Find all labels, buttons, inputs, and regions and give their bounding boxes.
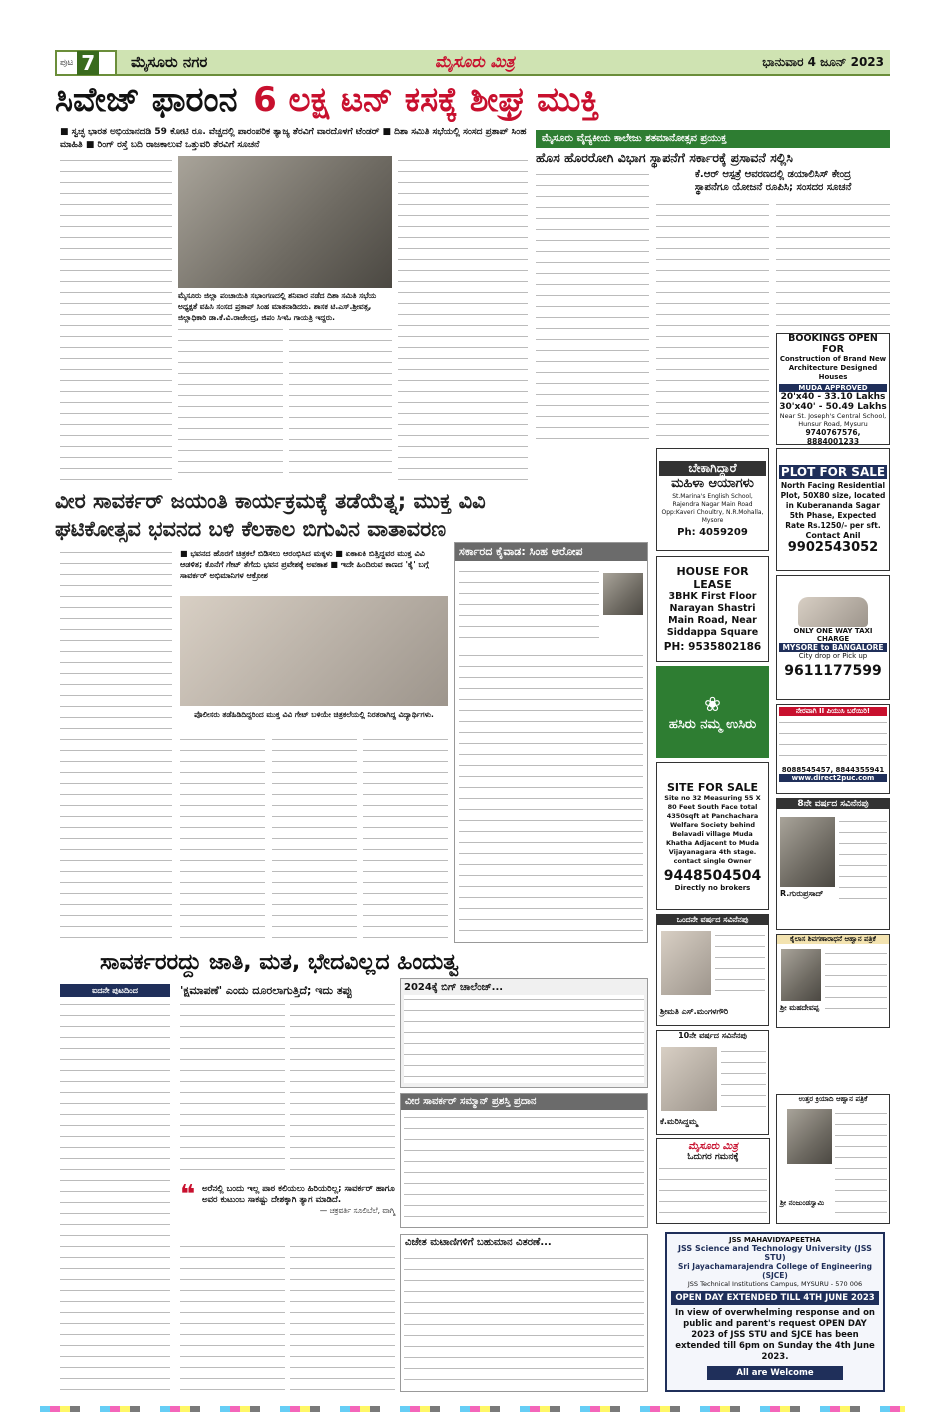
- tribute-photo: [661, 931, 711, 995]
- plot-sale-ad: PLOT FOR SALE North Facing Residential Plot, 50X80 size, located in Kuberananda Sagar 5th Phase, Expected Rate Rs.1250/- per sft. Contact Anil 9902543052: [776, 448, 890, 571]
- lead-col-3: [289, 325, 392, 481]
- hospital-subhead: ಕೆ.ಆರ್ ಆಸ್ಪತ್ರೆ ಆವರಣದಲ್ಲಿ ಡಯಾಲಿಸಿಸ್ ಕೇಂದ್ರ ಸ್ಥಾಪನೆಗೂ ಯೋಜನೆ ರೂಪಿಸಿ; ಸಂಸದರ ಸೂಚನೆ: [694, 169, 852, 193]
- feature-headline: ಸಾವರ್ಕರರದ್ದು ಜಾತಿ, ಮತ, ಭೇದವಿಲ್ಲದ ಹಿಂದುತ್ವ: [100, 950, 459, 975]
- students-painting-photo: [180, 596, 448, 706]
- page-label: ಪುಟ: [60, 58, 74, 68]
- tribute-marisiddamma: 10ನೇ ವರ್ಷದ ಸವಿನೆನಪು ಕೆ.ಮರಿಸಿದ್ದಮ್ಮ: [656, 1030, 769, 1135]
- mahila-aya-ad: ಬೇಕಾಗಿದ್ದಾರೆ ಮಹಿಳಾ ಆಯಾಗಳು St.Marina's English School, Rajendra Nagar Main Road Opp:Kaveri Choultry, N.R.Mohalla, Mysore Ph: 4059209: [656, 448, 769, 551]
- page-number: 7: [77, 51, 99, 75]
- kshama-head: 'ಕ್ಷಮಾಪಣೆ' ಎಂದು ದೂರಲಾಗುತ್ತಿದೆ; ಇದು ತಪ್ಪು: [180, 984, 353, 997]
- house-lease-ad: HOUSE FOR LEASE 3BHK First Floor Narayan Shastri Main Road, Near Siddappa Square PH: 9535802186: [656, 556, 769, 662]
- hospital-col-3: [776, 200, 890, 330]
- feature-col-3: [290, 1000, 395, 1180]
- lead-col-4: [398, 156, 528, 481]
- tribute-nanjundaswamy: ಉತ್ತರ ಕ್ರಿಯಾದಿ ಆಹ್ವಾನ ಪತ್ರಿಕೆ ಶ್ರೀ ನಂಜುಂಡಸ್ವಾಮಿ: [776, 1094, 890, 1224]
- quote-mark-icon: ❝: [180, 1180, 196, 1210]
- tribute-photo: [781, 949, 821, 1001]
- feature-tag: ಐದನೇ ಪುಟದಿಂದ: [60, 984, 170, 997]
- savarkar-headline: ವೀರ ಸಾವರ್ಕರ್ ಜಯಂತಿ ಕಾರ್ಯಕ್ರಮಕ್ಕೆ ತಡೆಯೆತ್ನ; ಮುಕ್ತ ವಿವಿ ಘಟಿಕೋತ್ಸವ ಭವನದ ಬಳಿ ಕೆಲಕಾಲ ಬಿಗುವಿನ ವಾತಾವರಣ: [55, 489, 486, 541]
- masthead: [55, 50, 890, 76]
- hospital-kicker: ಮೈಸೂರು ವೈದ್ಯಕೀಯ ಕಾಲೇಜು ಶತಮಾನೋತ್ಸವ ಪ್ರಯುಕ್ತ: [536, 130, 890, 148]
- feature-col-5: [290, 1242, 395, 1392]
- challenge-box: 2024ಕ್ಕೆ ಬಿಗ್ ಚಾಲೆಂಜ್...: [400, 978, 648, 1088]
- readers-note: ಮೈಸೂರು ಮಿತ್ರ ಓದುಗರ ಗಮನಕ್ಕೆ: [656, 1138, 770, 1224]
- feature-quote: ❝ ಅರೆನಲ್ಲಿ ಬಂದು ಇಲ್ಲ ಪಾಠ ಕಲಿಯಲು ಹಿರಿಯರಿಲ್ಲ; ಸಾವರ್ಕರ್ ಹಾಗೂ ಅವರ ಕುಟುಂಬ ಸಾಕಷ್ಟು ದೇಶಕ್ಕಾಗಿ ತ್ಯಾಗ ಮಾಡಿದೆ. — ಚಕ್ರವರ್ತಿ ಸೂಲಿಬೆಲೆ, ವಾಗ್ಮಿ: [180, 1180, 395, 1215]
- bookings-ad: BOOKINGS OPEN FOR Construction of Brand New Architecture Designed Houses MUDA APPROVED 20'x40 - 33.10 Lakhs 30'x40' - 50.49 Lakhs Near St. Joseph's Central School, Hunsur Road, Mysuru 9740767576, 8884001233: [776, 333, 890, 445]
- tribute-photo: [780, 817, 835, 887]
- site-sale-ad: SITE FOR SALE Site no 32 Measuring 55 X 80 Feet South Face total 4350sqft at Panchachara Welfare Society behind Belavadi village Muda Khatha Adjacent to Muda Vijayanagara 4th stage. contact single Owner 9448504504 Directly no brokers: [656, 762, 769, 910]
- feature-col-4: [180, 1242, 285, 1392]
- savarkar-col-2: [180, 735, 265, 943]
- savarkar-col-1: [60, 548, 172, 943]
- govt-allegation-title: ಸರ್ಕಾರದ ಕೈವಾಡ: ಸಿಂಹ ಆರೋಪ: [455, 543, 647, 561]
- hospital-col-1: [536, 170, 649, 445]
- savarkar-bullets: ■ ಭವನದ ಹೊರಗೆ ಚಿತ್ರಕಲೆ ಬಿಡಿಸಲು ಆರಂಭಿಸಿದ ಮಕ್ಕಳು ■ ಏಕಾಏಕಿ ಬಿತ್ತಿದ್ದವರ ಮುಕ್ತ ವಿವಿ ಆಡಳಿತ; ಕೊನೆಗೆ ಗೇಟ್ ತೆಗೆದು ಭವನ ಪ್ರವೇಶಕ್ಕೆ ಅವಕಾಶ ■ ಇದೇ ಹಿಂದಿರುವ ಕಾಣದ 'ಕೈ' ಬಗ್ಗೆ ಸಾವರ್ಕರ್ ಅಭಿಮಾನಿಗಳ ಆಕ್ರೋಶ: [180, 549, 429, 580]
- section-name: ಮೈಸೂರು ನಗರ: [131, 53, 208, 71]
- hospital-col-2: [656, 200, 769, 445]
- direct-puc-ad: ನೇರವಾಗಿ II ಪಿಯುಸಿ ಬರೆಯಿರಿ! 8088545457, 8844355941 www.direct2puc.com: [776, 704, 890, 794]
- lead-headline: ಸಿವೇಜ್ ಫಾರಂನ 6 ಲಕ್ಷ ಟನ್ ಕಸಕ್ಕೆ ಶೀಘ್ರ ಮುಕ್ತಿ: [55, 80, 600, 120]
- disha-meeting-photo: [178, 156, 392, 288]
- savarkar-photo-caption: ಪೊಲೀಸರು ತಡೆಹಿಡಿದಿದ್ದರಿಂದ ಮುಕ್ತ ವಿವಿ ಗೇಟ್ ಬಳಿಯೇ ಚಿತ್ರಕಲೆಯಲ್ಲಿ ನಿರತರಾಗಿದ್ದ ವಿದ್ಯಾರ್ಥಿಗಳು.: [194, 710, 434, 719]
- savarkar-col-3: [272, 735, 357, 943]
- leaf-icon: ❀: [704, 691, 721, 716]
- winners-box: ವಿಜೇತ ಮಟಾಣಿಗಳಿಗೆ ಬಹುಮಾನ ವಿತರಣೆ...: [400, 1234, 648, 1392]
- tribute-guruprasad: 8ನೇ ವರ್ಷದ ಸವಿನೆನಪು R.ಗುರುಪ್ರಸಾದ್: [776, 798, 890, 930]
- pratap-simha-photo: [603, 573, 643, 615]
- savarkar-col-4: [363, 735, 448, 943]
- hospital-headline: ಹೊಸ ಹೊರರೋಗಿ ವಿಭಾಗ ಸ್ಥಾಪನೆಗೆ ಸರ್ಕಾರಕ್ಕೆ ಪ್ರಸಾವನೆ ಸಲ್ಲಿಸಿ: [536, 150, 793, 165]
- tribute-photo: [661, 1047, 717, 1111]
- taxi-ad: ONLY ONE WAY TAXI CHARGE MYSORE to BANGALORE City drop or Pick up 9611177599: [776, 575, 890, 700]
- feature-col-2: [180, 1000, 285, 1180]
- tribute-photo: [787, 1109, 832, 1164]
- green-slogan-ad: ❀ ಹಸಿರು ನಮ್ಮ ಉಸಿರು: [656, 666, 769, 758]
- jss-open-day-ad: JSS MAHAVIDYAPEETHA JSS Science and Technology University (JSS STU) Sri Jayachamarajendra College of Engineering (SJCE) JSS Technical Institutions Campus, MYSURU - 570 006 OPEN DAY EXTENDED TILL 4TH JUNE 2023 In view of overwhelming response and on public and parent's request OPEN DAY 2023 of JSS STU and SJCE has been extended till 6pm on Sunday the 4th June 2023. All are Welcome: [665, 1232, 885, 1392]
- lead-col-2: [178, 325, 283, 481]
- registration-strip: [40, 1406, 905, 1412]
- taxi-car-image: [798, 597, 868, 627]
- lead-bullets: ■ ಸ್ವಚ್ಛ ಭಾರತ ಅಭಿಯಾನದಡಿ 59 ಕೋಟಿ ರೂ. ವೆಚ್ಚದಲ್ಲಿ ಪಾರಂಪರಿಕ ತ್ಯಾಜ್ಯ ತೆರವಿಗೆ ವಾರದೊಳಗೆ ಟೆಂಡರ್ ■ ದಿಶಾ ಸಮಿತಿ ಸಭೆಯಲ್ಲಿ ಸಂಸದ ಪ್ರತಾಪ್ ಸಿಂಹ ಮಾಹಿತಿ ■ ರಿಂಗ್ ರಸ್ತೆ ಬದಿ ರಾಜಕಾಲುವೆ ಒತ್ತುವರಿ ತೆರವಿಗೆ ಸೂಚನೆ: [60, 127, 527, 150]
- govt-allegation-box: [454, 542, 648, 943]
- issue-date: ಭಾನುವಾರ 4 ಜೂನ್ 2023: [762, 55, 884, 69]
- lead-photo-caption: ಮೈಸೂರು ಜಿಲ್ಲಾ ಪಂಚಾಯಿತಿ ಸಭಾಂಗಣದಲ್ಲಿ ಶನಿವಾರ ನಡೆದ ದಿಶಾ ಸಮಿತಿ ಸಭೆಯ ಅಧ್ಯಕ್ಷತೆ ವಹಿಸಿ ಸಂಸದ ಪ್ರತಾಪ್ ಸಿಂಹ ಮಾತನಾಡಿದರು. ಶಾಸಕ ಟಿ.ಎಸ್.ಶ್ರೀವತ್ಸ, ಜಿಲ್ಲಾಧಿಕಾರಿ ಡಾ.ಕೆ.ವಿ.ರಾಜೇಂದ್ರ, ಜಿಪಂ ಸಿಇಓ ಗಾಯತ್ರಿ ಇದ್ದರು.: [178, 291, 377, 322]
- feature-col-1: [60, 1000, 170, 1392]
- tribute-mahadevappa: ಕೈಲಾಸ ಶಿವಗಣಾರಾಧನೆ ಆಹ್ವಾನ ಪತ್ರಿಕೆ ಶ್ರೀ ಮಹದೇವಪ್ಪ: [776, 934, 890, 1028]
- lead-col-1: [60, 156, 172, 481]
- award-box: ವೀರ ಸಾವರ್ಕರ್ ಸಮ್ಮಾನ್ ಪ್ರಶಸ್ತಿ ಪ್ರದಾನ: [400, 1093, 648, 1228]
- tribute-mangalagowri: ಒಂದನೇ ವರ್ಷದ ಸವಿನೆನಪು ಶ್ರೀಮತಿ ಎಸ್.ಮಂಗಳಗೌರಿ: [656, 914, 769, 1026]
- paper-name: ಮೈಸೂರು ಮಿತ್ರ: [435, 52, 515, 71]
